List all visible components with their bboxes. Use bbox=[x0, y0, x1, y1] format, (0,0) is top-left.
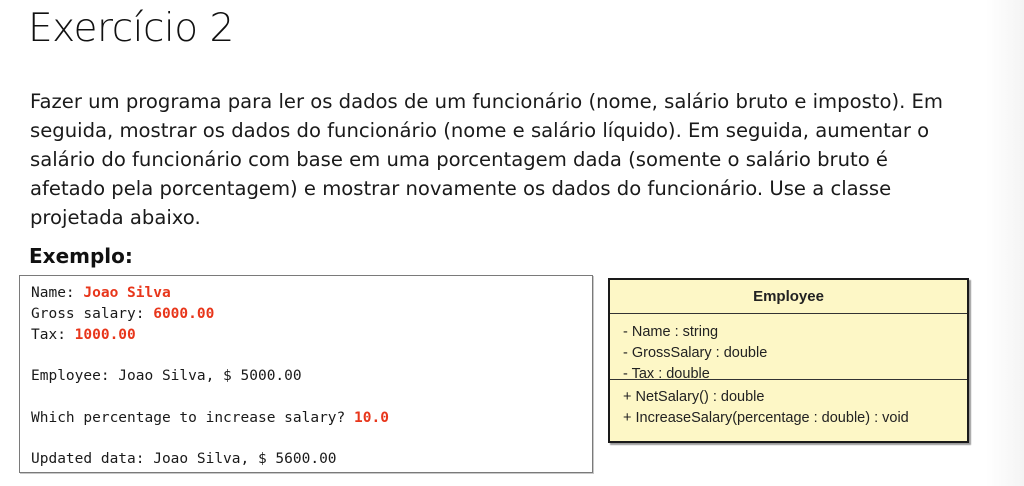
percentage-input-value: 10.0 bbox=[354, 409, 389, 426]
uml-attribute: - Name : string bbox=[623, 324, 719, 340]
uml-attribute: - Tax : double bbox=[623, 366, 710, 382]
tax-input-value: 1000.00 bbox=[74, 326, 136, 343]
uml-class-diagram bbox=[608, 278, 969, 443]
uml-attribute: - GrossSalary : double bbox=[623, 345, 768, 361]
description-line: seguida, mostrar os dados do funcionário (nome e salário líquido). Em seguida, aumentar o bbox=[30, 119, 930, 142]
console-blank-line bbox=[31, 345, 592, 366]
console-line-name bbox=[31, 283, 592, 304]
slide-title: Exercício 2 bbox=[28, 6, 234, 51]
console-blank-line bbox=[31, 387, 592, 408]
uml-operation: + NetSalary() : double bbox=[623, 389, 765, 405]
example-heading: Exemplo: bbox=[29, 244, 133, 268]
name-prompt: Name: bbox=[31, 285, 84, 301]
console-line-employee: Employee: Joao Silva, $ 5000.00 bbox=[31, 368, 302, 385]
tax-prompt: Tax: bbox=[31, 326, 75, 343]
console-line-gross bbox=[31, 304, 592, 325]
console-line-tax bbox=[31, 325, 592, 346]
uml-operation: + IncreaseSalary(percentage : double) : void bbox=[623, 410, 909, 426]
uml-operations bbox=[610, 380, 967, 429]
percentage-prompt: Which percentage to increase salary? bbox=[31, 409, 355, 426]
uml-class-name: Employee bbox=[610, 280, 967, 314]
console-line-updated: Updated data: Joao Silva, $ 5600.00 bbox=[31, 451, 337, 468]
name-input-value: Joao Silva bbox=[83, 285, 171, 301]
slide-edge-shade bbox=[986, 0, 1024, 486]
gross-prompt: Gross salary: bbox=[31, 305, 154, 322]
console-blank-line bbox=[31, 429, 592, 450]
exercise-description bbox=[30, 87, 945, 232]
description-line: Fazer um programa para ler os dados de um funcionário (nome, salário bruto e imposto). Em bbox=[30, 90, 944, 113]
description-line: afetado pela porcentagem) e mostrar novamente os dados do funcionário. Use a classe bbox=[30, 177, 892, 200]
console-output-box bbox=[19, 275, 593, 473]
console-line-percentage bbox=[31, 408, 592, 429]
gross-input-value: 6000.00 bbox=[153, 305, 215, 322]
description-line: projetada abaixo. bbox=[30, 206, 201, 229]
description-line: salário do funcionário com base em uma porcentagem dada (somente o salário bruto é bbox=[30, 148, 888, 171]
uml-attributes bbox=[610, 314, 967, 380]
